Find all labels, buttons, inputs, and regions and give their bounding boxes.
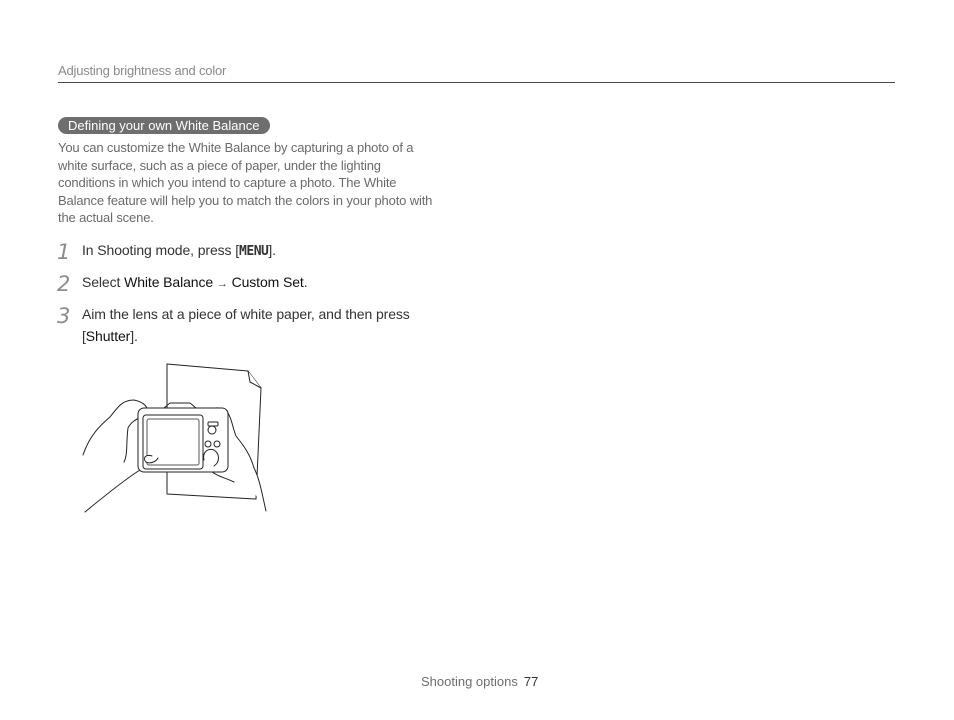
step-2-prefix: Select xyxy=(82,274,125,290)
page-number: 77 xyxy=(523,674,539,689)
step-1-suffix: ]. xyxy=(268,242,276,258)
step-2-text xyxy=(82,271,442,295)
white-balance-option: White Balance xyxy=(124,274,214,290)
page-header-title: Adjusting brightness and color xyxy=(58,63,227,78)
footer-section: Shooting options xyxy=(421,674,518,689)
step-3-number: 3 xyxy=(57,304,71,328)
page-footer xyxy=(421,674,538,689)
step-1-text xyxy=(82,239,442,263)
step-1-prefix: In Shooting mode, press [ xyxy=(82,242,240,258)
step-3-suffix: ]. xyxy=(130,328,138,344)
menu-button-key: MENU xyxy=(239,244,269,259)
camera-white-paper-illustration xyxy=(80,362,270,514)
step-2-suffix: . xyxy=(303,274,308,290)
section-intro: You can customize the White Balance by capturing a photo of a white surface, such as a piece of paper, under the lighting conditions in which you intend to capture a photo. The White Balance feature will help you to match the colors in your photo with the actual scene. xyxy=(58,140,433,225)
step-1-number: 1 xyxy=(57,240,71,264)
shutter-button-key: Shutter xyxy=(85,328,131,344)
section-title: Defining your own White Balance xyxy=(58,117,270,134)
header-divider xyxy=(58,82,895,83)
step-2-number: 2 xyxy=(57,272,71,296)
custom-set-option: Custom Set xyxy=(231,274,304,290)
step-3-text xyxy=(82,303,442,347)
step-3-prefix: Aim the lens at a piece of white paper, and then press [ xyxy=(82,306,410,344)
arrow-icon: → xyxy=(216,278,228,290)
